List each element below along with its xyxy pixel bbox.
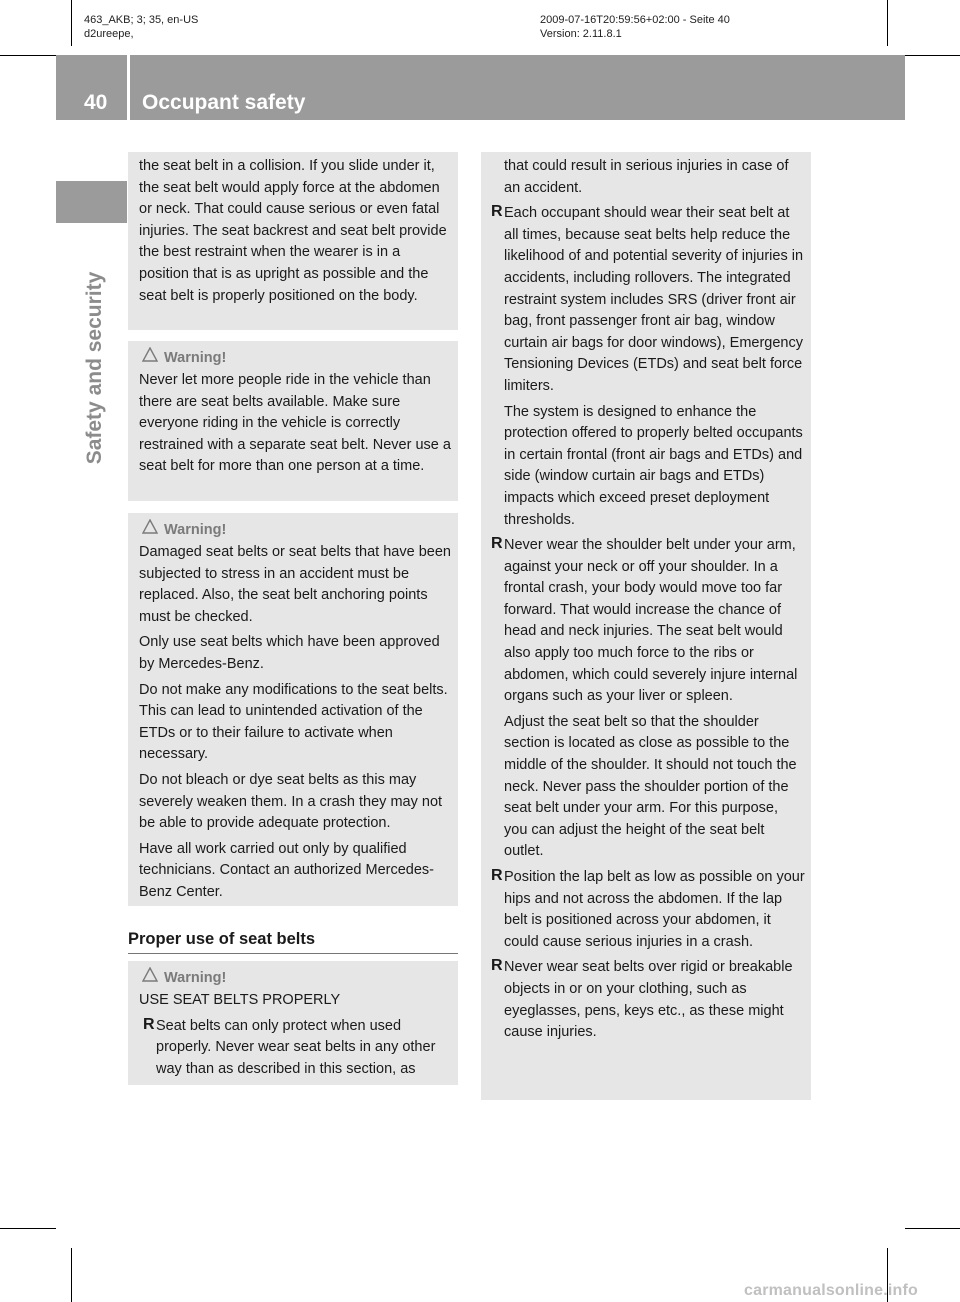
warning-box-continued: [481, 152, 811, 1100]
list-item-extra: Adjust the seat belt so that the shoulder section is located as close as possible to the middle of the shoulder. It should not touch the neck. Never pass the shoulder portion of the seat belt under your arm. For this purpose, you can adjust the height of the seat belt outlet.: [504, 713, 797, 860]
bullet-icon: R: [491, 867, 503, 884]
warning-paragraph: Only use seat belts which have been approved by Mercedes-Benz.: [139, 634, 440, 672]
list-item-extra: The system is designed to enhance the protection offered to properly belted occupants in certain frontal (front air bags and ETDs) and side (window curtain air bags and ETDs) impacts which exceed preset deployment thresholds.: [504, 403, 803, 528]
warning-title: Warning!: [164, 349, 227, 366]
crop-mark: [0, 1228, 56, 1229]
print-meta-right-1: 2009-07-16T20:59:56+02:00 - Seite 40: [540, 14, 730, 26]
paragraph: that could result in serious injuries in case of an accident.: [504, 158, 789, 196]
list-item-text: Never wear the shoulder belt under your arm, against your neck or off your shoulder. In a frontal crash, your body would move too far forward. That would increase the chance of head and neck injuries. The seat belt would also apply too much force to the ribs or abdomen, which could severely injure internal organs such as your liver or spleen.: [504, 537, 798, 705]
warning-triangle-icon: [142, 347, 158, 368]
warning-box: [128, 341, 458, 501]
crop-mark: [887, 0, 888, 46]
page-number: 40: [84, 91, 108, 114]
crop-mark: [0, 55, 56, 56]
warning-intro: USE SEAT BELTS PROPERLY: [139, 992, 341, 1008]
warning-heading: [139, 347, 452, 368]
section-heading: Proper use of seat belts: [128, 930, 458, 954]
list-item-text: Position the lap belt as low as possible on your hips and not across the abdomen. If the lap belt is positioned across your abdomen, it could cause serious injuries in a crash.: [504, 869, 805, 950]
text-box-continuation: [128, 152, 458, 330]
print-meta-right-2: Version: 2.11.8.1: [540, 28, 622, 40]
warning-paragraph: Do not bleach or dye seat belts as this may severely weaken them. In a crash they may not be able to provide adequate protection.: [139, 771, 443, 832]
warning-heading: [139, 967, 452, 988]
side-tab-marker: [56, 181, 127, 223]
list-item-text: Never wear seat belts over rigid or breakable objects in or on your clothing, such as eyeglasses, pens, keys etc., as these might cause injuries.: [504, 959, 793, 1041]
crop-mark: [71, 0, 72, 46]
list-item-text: Seat belts can only protect when used properly. Never wear seat belts in any other way than as described in this section, as: [156, 1017, 436, 1077]
warning-heading: [139, 519, 452, 540]
warning-paragraph: Damaged seat belts or seat belts that have been subjected to stress in an accident must be replaced. Also, the seat belt anchoring points must be checked.: [139, 544, 451, 625]
warning-box: [128, 513, 458, 906]
watermark-url: carmanualsonline.info: [744, 1282, 919, 1299]
bullet-icon: R: [143, 1015, 155, 1033]
header-divider: [127, 55, 130, 120]
side-tab-text: Safety and security: [83, 271, 106, 465]
warning-triangle-icon: [142, 967, 158, 988]
list-item-text: Each occupant should wear their seat belt at all times, because seat belts help reduce the likelihood of and potential severity of injuries in accidents, including rollovers. The integrated restraint system includes SRS (driver front air bag, front passenger front air bag, window curtain air bags for door windows), Emergency Tensioning Devices (ETDs) and seat belt force limiters.: [504, 205, 804, 394]
warning-text: Never let more people ride in the vehicle than there are seat belts available. Make sure everyone riding in the vehicle is correctly restrained with a separate seat belt. Never use a seat belt for more than one person at a time.: [139, 372, 451, 475]
list-item: [491, 203, 805, 535]
page-title: Occupant safety: [142, 91, 306, 114]
warning-triangle-icon: [142, 519, 158, 540]
bullet-icon: R: [491, 957, 503, 975]
crop-mark: [905, 1228, 960, 1229]
side-tab-label: [60, 255, 130, 481]
crop-mark: [71, 1248, 72, 1302]
warning-paragraph: Do not make any modifications to the seat belts. This can lead to unintended activation of the ETDs or to their failure to activate when necessary.: [139, 681, 448, 763]
list-item: [491, 535, 805, 867]
print-meta-left-2: d2ureepe,: [84, 28, 134, 40]
paragraph: the seat belt in a collision. If you slide under it, the seat belt would apply force at the abdomen or neck. That could cause serious or even fatal injuries. The seat backrest and seat belt provide the best restraint when the wearer is in a position that is as upright as possible and the seat belt is properly positioned on the body.: [139, 158, 447, 304]
warning-title: Warning!: [164, 521, 227, 538]
bullet-icon: R: [491, 203, 503, 221]
warning-box: [128, 961, 458, 1085]
warning-paragraph: Have all work carried out only by qualified technicians. Contact an authorized Mercedes-Benz Center.: [139, 840, 434, 900]
list-item: [491, 867, 805, 957]
list-item: [491, 957, 805, 1047]
print-meta-left-1: 463_AKB; 3; 35, en-US: [84, 14, 199, 26]
list-item: [143, 1016, 452, 1085]
crop-mark: [905, 55, 960, 56]
warning-title: Warning!: [164, 969, 227, 986]
bullet-icon: R: [491, 535, 503, 553]
